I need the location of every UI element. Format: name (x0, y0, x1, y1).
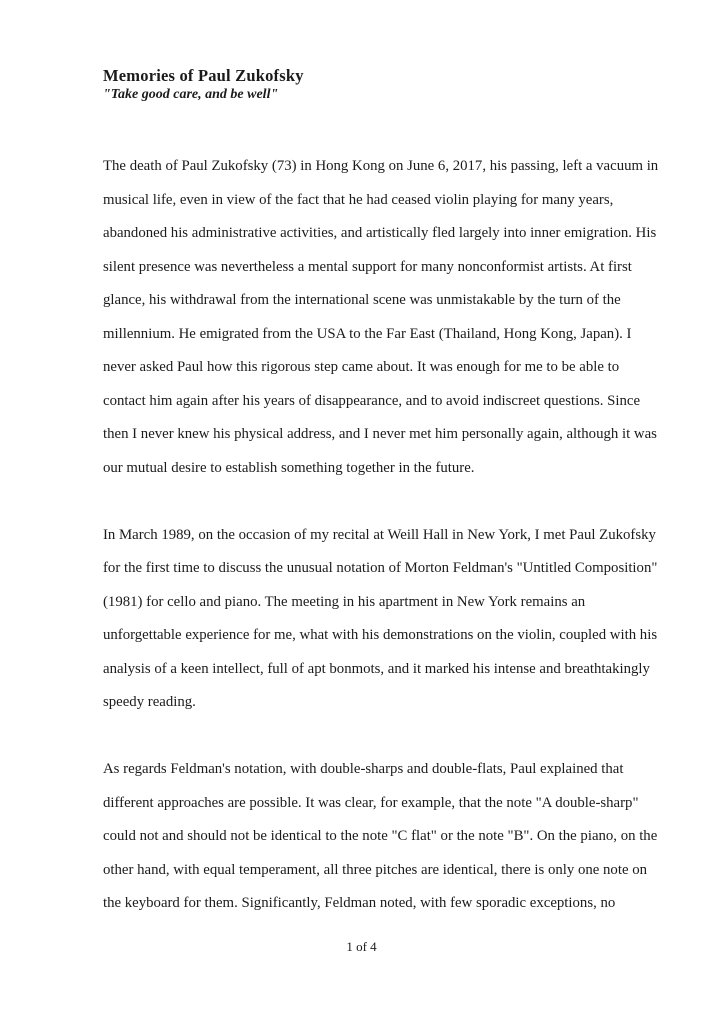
text-line: analysis of a keen intellect, full of apt bonmots, and it marked his intense and breathtakingly (103, 660, 650, 677)
text-line: speedy reading. (103, 694, 196, 710)
text-line: In March 1989, on the occasion of my recital at Weill Hall in New York, I met Paul Zukofsky (103, 526, 656, 543)
text-line: our mutual desire to establish something together in the future. (103, 459, 475, 476)
text-line: silent presence was nevertheless a mental support for many nonconformist artists. At first (103, 258, 632, 275)
text-line: different approaches are possible. It was clear, for example, that the note "A double-sharp" (103, 794, 639, 811)
paragraph (103, 753, 663, 921)
text-line: other hand, with equal temperament, all three pitches are identical, there is only one note on (103, 861, 648, 878)
document-title: Memories of Paul Zukofsky (103, 66, 304, 85)
text-line: contact him again after his years of disappearance, and to avoid indiscreet questions. Since (103, 392, 641, 409)
text-line: musical life, even in view of the fact that he had ceased violin playing for many years, (103, 191, 614, 208)
text-line: millennium. He emigrated from the USA to the Far East (Thailand, Hong Kong, Japan). I (103, 325, 632, 342)
text-line: As regards Feldman's notation, with double-sharps and double-flats, Paul explained that (103, 761, 624, 777)
document-subtitle: "Take good care, and be well" (103, 87, 279, 102)
text-line: (1981) for cello and piano. The meeting in his apartment in New York remains an (103, 593, 586, 610)
text-line: could not and should not be identical to the note "C flat" or the note "B". On the piano, on the (103, 828, 658, 844)
text-line: abandoned his administrative activities, and artistically fled largely into inner emigration. His (103, 225, 657, 241)
text-line: The death of Paul Zukofsky (73) in Hong Kong on June 6, 2017, his passing, left a vacuum in (103, 158, 659, 174)
text-line: never asked Paul how this rigorous step came about. It was enough for me to be able to (103, 359, 620, 375)
text-line: the keyboard for them. Significantly, Feldman noted, with few sporadic exceptions, no (103, 895, 616, 911)
page-number: 1 of 4 (346, 939, 377, 954)
document-content (103, 66, 663, 954)
text-line: then I never knew his physical address, and I never met him personally again, although it was (103, 426, 657, 442)
text-line: unforgettable experience for me, what with his demonstrations on the violin, coupled with his (103, 627, 658, 643)
text-line: glance, his withdrawal from the international scene was unmistakable by the turn of the (103, 292, 621, 308)
paragraph (103, 150, 663, 485)
text-line: for the first time to discuss the unusual notation of Morton Feldman's "Untitled Composition" (103, 560, 658, 576)
document-body (103, 150, 663, 921)
paragraph (103, 519, 663, 720)
